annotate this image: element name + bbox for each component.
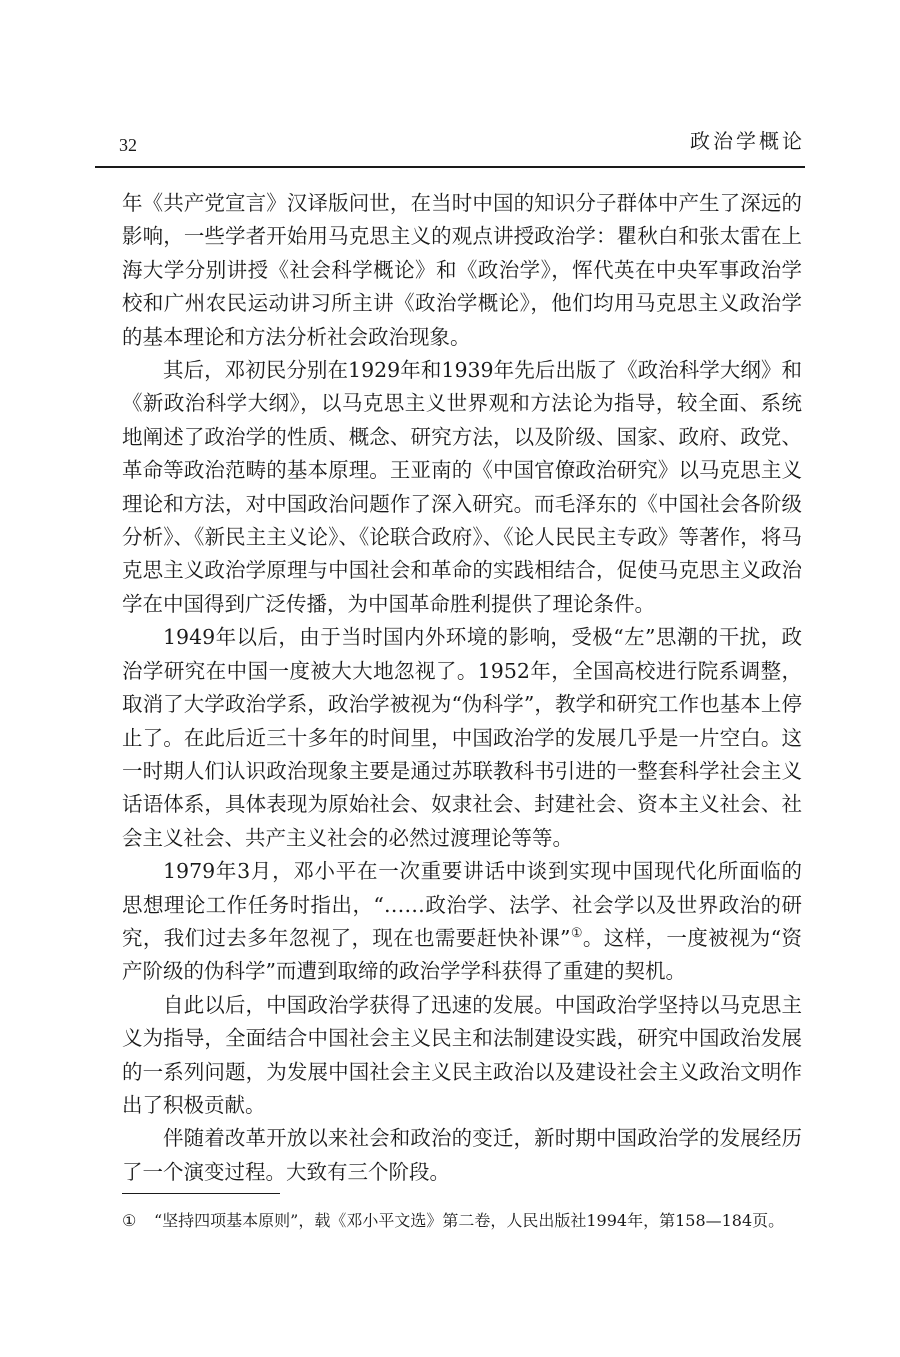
footnote-divider — [122, 1193, 280, 1194]
footnote-text: “坚持四项基本原则”，载《邓小平文选》第二卷，人民出版社1994年，第158—184页。 — [154, 1211, 785, 1230]
footnote-number: ① — [122, 1211, 137, 1230]
paragraph: 自此以后，中国政治学获得了迅速的发展。中国政治学坚持以马克思主义为指导，全面结合中国社会主义民主和法制建设实践，研究中国政治发展的一系列问题，为发展中国社会主义民主政治以及建设社会主义政治文明作出了积极贡献。 — [122, 992, 802, 1117]
paragraph: 1949年以后，由于当时国内外环境的影响，受极“左”思潮的干扰，政治学研究在中国一度被大大地忽视了。1952年，全国高校进行院系调整，取消了大学政治学系，政治学被视为“伪科学”，教学和研究工作也基本上停止了。在此后近三十多年的时间里，中国政治学的发展几乎是一片空白。这一时期人们认识政治现象主要是通过苏联教科书引进的一整套科学社会主义话语体系，具体表现为原始社会、奴隶社会、封建社会、资本主义社会、社会主义社会、共产主义社会的必然过渡理论等等。 — [122, 625, 802, 850]
paragraph: 年《共产党宣言》汉译版问世，在当时中国的知识分子群体中产生了深远的影响，一些学者开始用马克思主义的观点讲授政治学：瞿秋白和张太雷在上海大学分别讲授《社会科学概论》和《政治学》，恽代英在中央军事政治学校和广州农民运动讲习所主讲《政治学概论》，他们均用马克思主义政治学的基本理论和方法分析社会政治现象。 — [122, 191, 802, 349]
paragraph: 伴随着改革开放以来社会和政治的变迁，新时期中国政治学的发展经历了一个演变过程。大致有三个阶段。 — [122, 1126, 802, 1184]
paragraph-text: 1979年3月，邓小平在一次重要讲话中谈到实现中国现代化所面临的思想理论工作任务时指出，“……政治学、法学、社会学以及世界政治的研究，我们过去多年忽视了，现在也需要赶快补课” — [122, 859, 802, 950]
footnote — [122, 1210, 802, 1232]
body-text — [122, 187, 802, 1189]
paragraph: 其后，邓初民分别在1929年和1939年先后出版了《政治科学大纲》和《新政治科学大纲》，以马克思主义世界观和方法论为指导，较全面、系统地阐述了政治学的性质、概念、研究方法，以及阶级、国家、政府、政党、革命等政治范畴的基本原理。王亚南的《中国官僚政治研究》以马克思主义理论和方法，对中国政治问题作了深入研究。而毛泽东的《中国社会各阶级分析》、《新民主主义论》、《论联合政府》、《论人民民主专政》等著作，将马克思主义政治学原理与中国社会和革命的实践相结合，促使马克思主义政治学在中国得到广泛传播，为中国革命胜利提供了理论条件。 — [122, 358, 802, 616]
footnote-reference[interactable]: ① — [570, 926, 583, 942]
page-number: 32 — [119, 135, 137, 155]
paragraph-text: 。这样，一度被视为“资产阶级的伪科学”而遭到取缔的政治学学科获得了重建的契机。 — [122, 925, 802, 984]
running-title: 政治学概论 — [690, 129, 805, 153]
page-header — [95, 118, 805, 168]
paragraph — [122, 855, 802, 989]
